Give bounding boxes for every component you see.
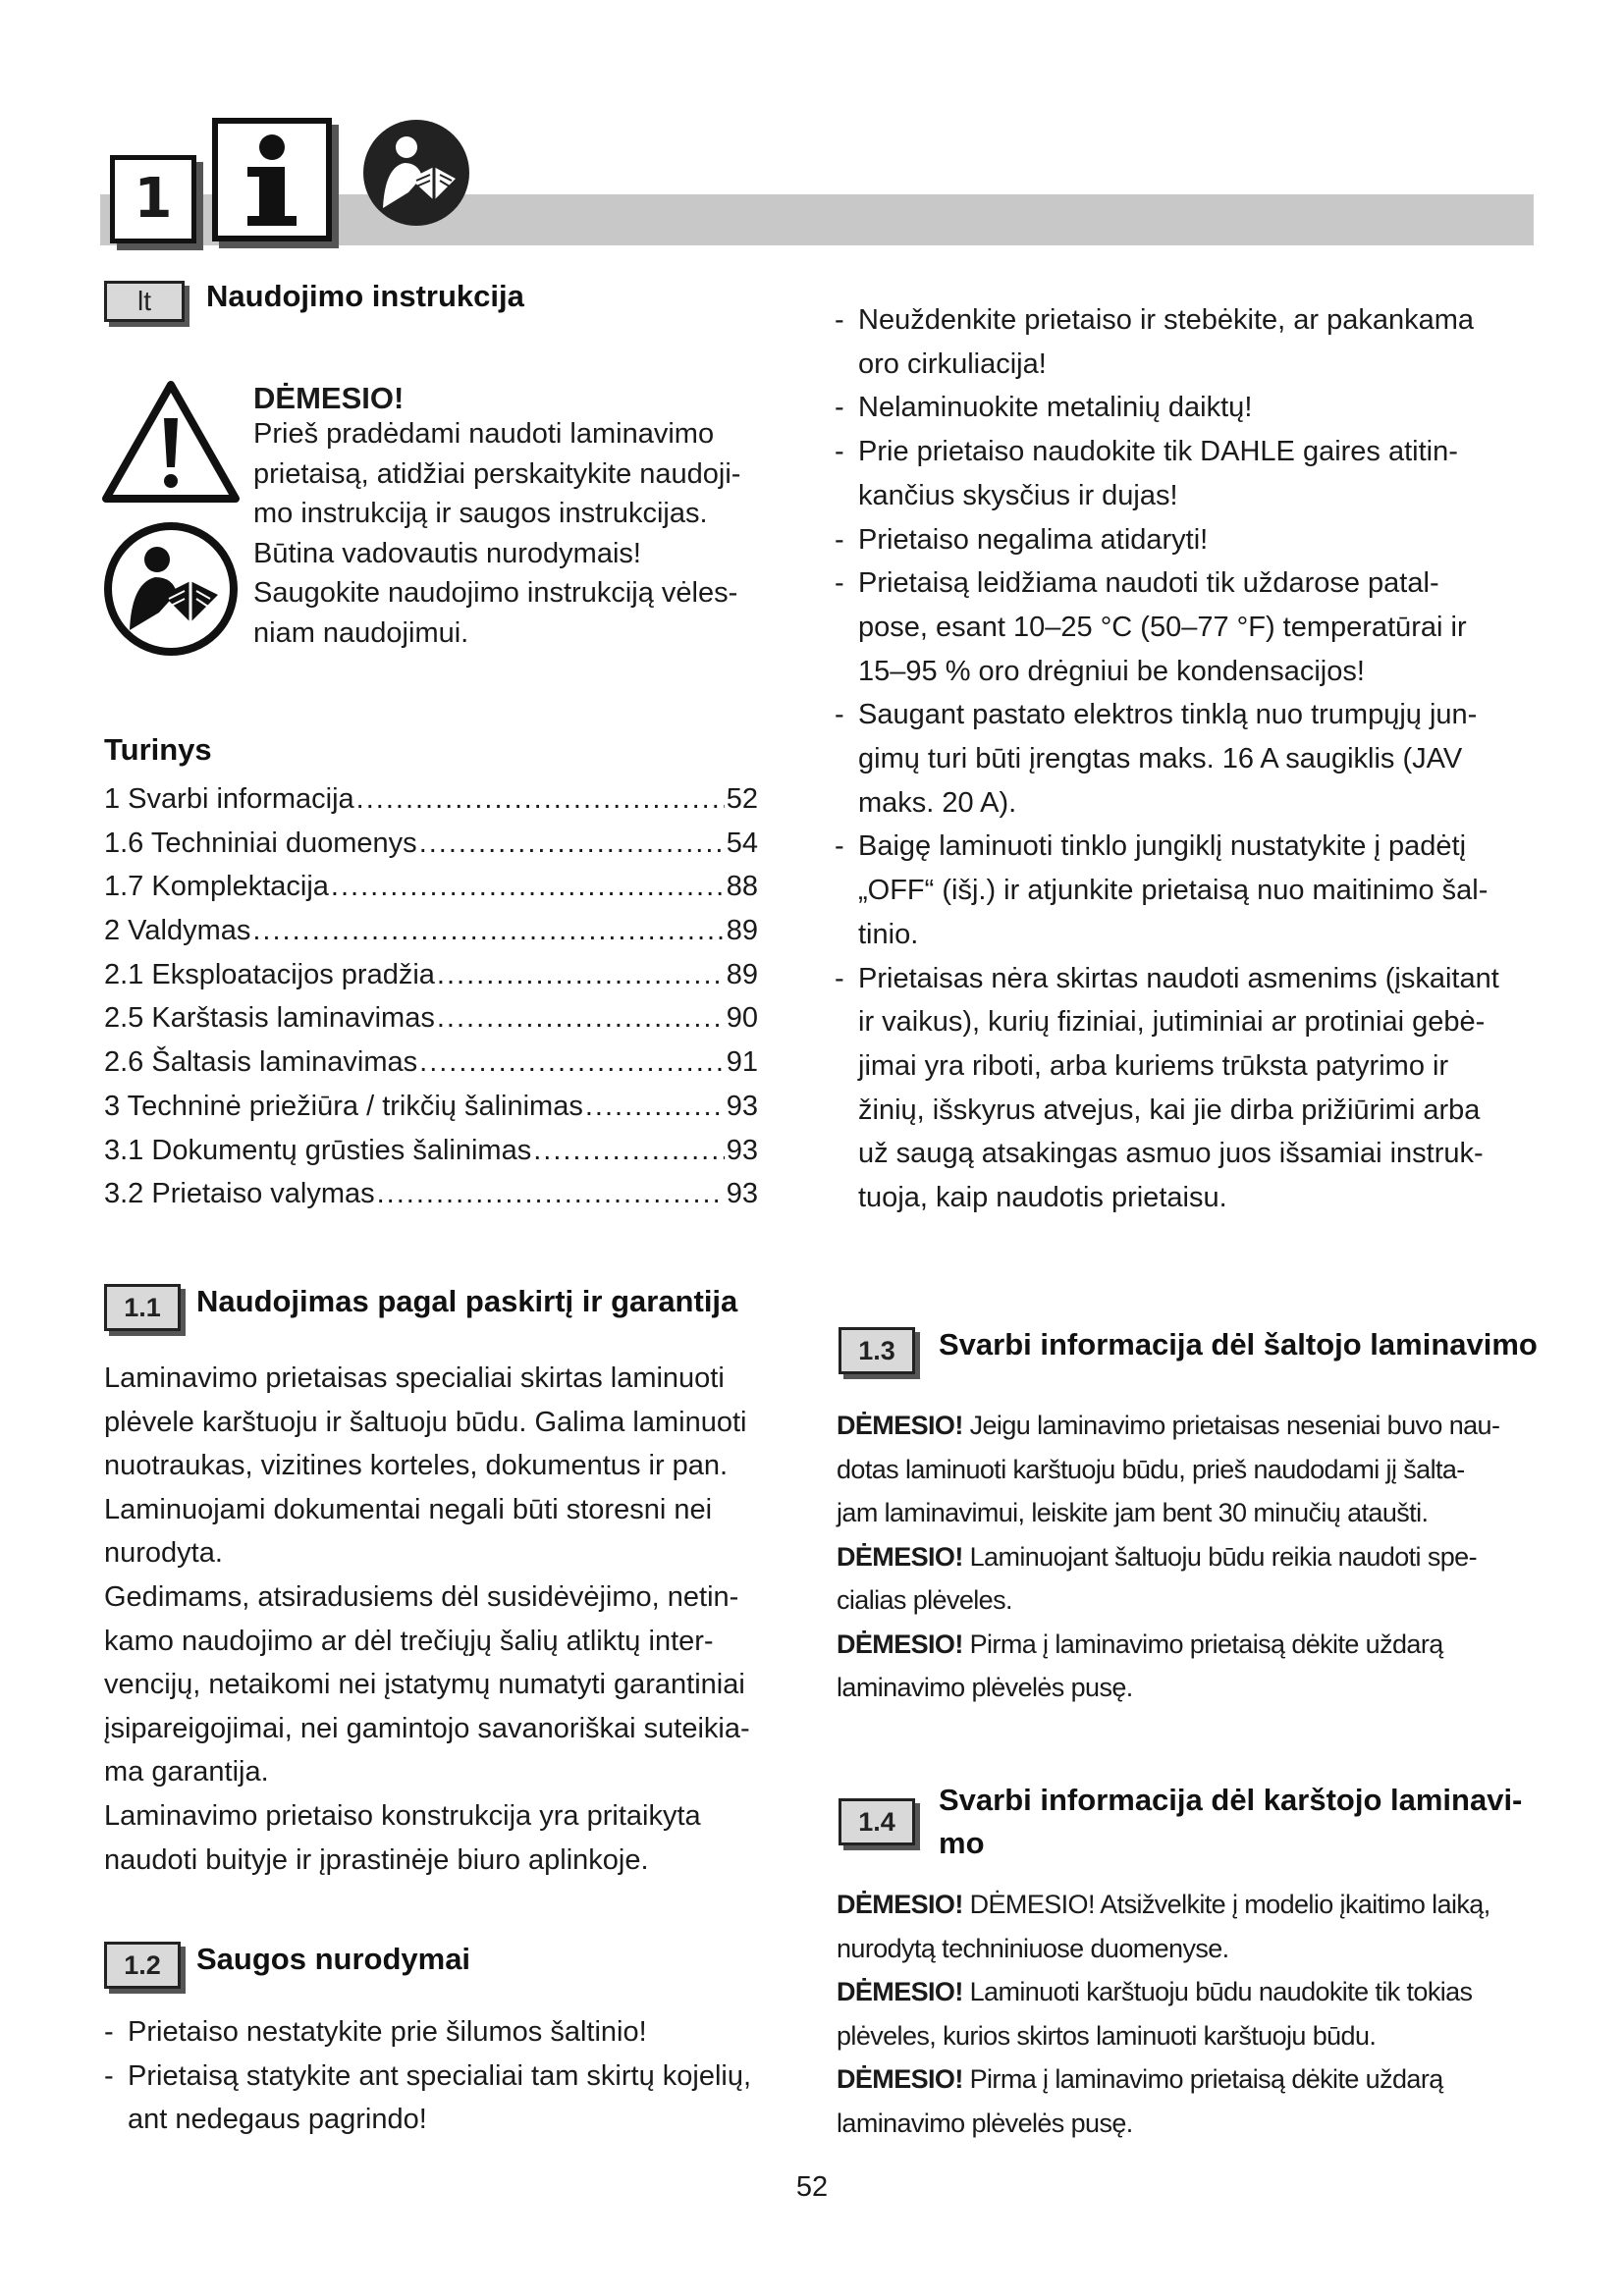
safety-list <box>102 2010 819 2142</box>
list-item: - Baigę laminuoti tinklo jungiklį nustatykite į padėtį „OFF“ (išj.) ir atjunkite prietaisą nuo maitinimo šal- tinio. <box>833 825 1549 956</box>
toc-entry[interactable]: 2.1 Eksploatacijos pradžia ..... 89 <box>104 959 758 1003</box>
note-line: DĖMESIO! DĖMESIO! Atsižvelkite į modelio įkaitimo laiką, <box>837 1890 1490 1919</box>
warning-title: DĖMESIO! <box>253 381 405 415</box>
section-number-badge: 1.2 <box>104 1942 181 1989</box>
toc-entry[interactable]: 2 Valdymas ..... 89 <box>104 915 758 959</box>
section-title: Svarbi informacija dėl šaltojo laminavimo <box>939 1327 1538 1362</box>
toc-title: Turinys <box>104 732 212 767</box>
toc-entry[interactable]: 1.7 Komplektacija ..... 88 <box>104 871 758 915</box>
language-code-badge: lt <box>104 281 185 322</box>
note-line: DĖMESIO! Laminuojant šaltuoju būdu reikia naudoti spe- <box>837 1541 1477 1572</box>
toc-entry[interactable]: 3.2 Prietaiso valymas ..... 93 <box>104 1178 758 1222</box>
safety-list-continued <box>833 298 1549 1220</box>
warning-line: mo instrukciją ir saugos instrukcijas. <box>253 498 708 529</box>
page-title: Naudojimo instrukcija <box>206 279 524 313</box>
note-line: DĖMESIO! Pirma į laminavimo prietaisą dėkite uždarą <box>837 1629 1443 1659</box>
warning-line: Saugokite naudojimo instrukciją vėles- <box>253 577 738 609</box>
toc-entry[interactable]: 2.5 Karštasis laminavimas ..... 90 <box>104 1002 758 1046</box>
section-title: Saugos nurodymai <box>196 1942 471 1976</box>
chapter-number: 1 <box>110 155 196 243</box>
hot-laminating-notes: DĖMESIO! DĖMESIO! Atsižvelkite į modelio įkaitimo laiką, nurodytą techniniuose duomenyse. DĖMESIO! Laminuoti karštuoju būdu naudokite tik tokias plėveles, kurios skirtos laminuoti karštuoju būdu. DĖMESIO! Pirma į laminavimo prietaisą dėkite uždarą laminavimo plėvelės pusę. <box>837 1883 1543 2145</box>
list-item: - Prietaisą leidžiama naudoti tik uždarose patal- pose, esant 10–25 °C (50–77 °F) temperatūrai ir 15–95 % oro drėgniui be kondensacijos! <box>833 561 1549 693</box>
section-body: Laminavimo prietaisas specialiai skirtas laminuoti plėvele karštuoju ir šaltuoju būdu. Galima laminuoti nuotraukas, vizitines korteles, dokumentus ir pan. Laminuojami dokumentai negali būti storesni nei nurodyta. Gedimams, atsiradusiems dėl susidėvėjimo, netin- kamo naudojimo ar dėl trečiųjų šalių atliktų inter- vencijų, netaikomi nei įstatymų numatyti garantiniai įsipareigojimai, nei gamintojo savanoriškai suteikia- ma garantija. Laminavimo prietaiso konstrukcija yra pritaikyta naudoti buityje ir įprastinėje biuro aplinkoje. <box>104 1362 750 1876</box>
toc-entry[interactable]: 1.6 Techniniai duomenys ..... 54 <box>104 828 758 872</box>
warning-line: Būtina vadovautis nurodymais! <box>253 537 641 569</box>
list-item: - Prietaisas nėra skirtas naudoti asmenims (įskaitant ir vaikus), kurių fiziniai, jutiminiai ar protiniai gebė- jimai yra riboti, arba kuriems trūksta patyrimo ir žinių, išskyrus atvejus, kai jie dirba prižiūrimi arba už saugą atsakingas asmuo juos išsamiai instruk- tuoja, kaip naudotis prietaisu. <box>833 957 1549 1220</box>
toc-entry[interactable]: 3 Techninė priežiūra / trikčių šalinimas ..... 93 <box>104 1091 758 1135</box>
list-item: - Nelaminuokite metalinių daiktų! <box>833 386 1549 430</box>
list-item: - Prietaiso negalima atidaryti! <box>833 518 1549 562</box>
read-manual-icon <box>361 118 471 228</box>
section-number-badge: 1.1 <box>104 1284 181 1331</box>
warning-line: Prieš pradėdami naudoti laminavimo <box>253 418 715 450</box>
table-of-contents <box>104 783 758 1222</box>
warning-triangle-icon <box>102 381 240 503</box>
toc-entry[interactable]: 1 Svarbi informacija ..... 52 <box>104 783 758 828</box>
list-item: - Neuždenkite prietaiso ir stebėkite, ar pakankama oro cirkuliacija! <box>833 298 1549 386</box>
note-line: DĖMESIO! Jeigu laminavimo prietaisas neseniai buvo nau- <box>837 1411 1500 1440</box>
info-icon <box>212 118 332 241</box>
toc-entry[interactable]: 2.6 Šaltasis laminavimas ..... 91 <box>104 1046 758 1091</box>
section-title: Naudojimas pagal paskirtį ir garantija <box>196 1284 738 1318</box>
page-number: 52 <box>795 2171 829 2203</box>
section-number-badge: 1.4 <box>839 1798 915 1845</box>
section-title: Svarbi informacija dėl karštojo laminavi- mo <box>939 1783 1523 1860</box>
read-manual-warning-icon <box>102 520 240 658</box>
list-item: - Prie prietaiso naudokite tik DAHLE gaires atitin- kančius skysčius ir dujas! <box>833 430 1549 517</box>
list-item: - Prietaiso nestatykite prie šilumos šaltinio! <box>102 2010 819 2055</box>
toc-entry[interactable]: 3.1 Dokumentų grūsties šalinimas ..... 93 <box>104 1135 758 1179</box>
warning-line: prietaisą, atidžiai perskaitykite naudoji- <box>253 457 741 490</box>
list-item: - Prietaisą statykite ant specialiai tam skirtų kojelių, ant nedegaus pagrindo! <box>102 2055 819 2142</box>
note-line: DĖMESIO! Pirma į laminavimo prietaisą dėkite uždarą <box>837 2064 1443 2094</box>
section-number-badge: 1.3 <box>839 1327 915 1374</box>
warning-line: niam naudojimui. <box>253 616 469 649</box>
cold-laminating-notes: DĖMESIO! Jeigu laminavimo prietaisas neseniai buvo nau- dotas laminuoti karštuoju būdu, prieš naudodami jį šalta- jam laminavimui, leiskite jam bent 30 minučių ataušti. DĖMESIO! Laminuojant šaltuoju būdu reikia naudoti spe- cialias plėveles. DĖMESIO! Pirma į laminavimo prietaisą dėkite uždarą laminavimo plėvelės pusę. <box>837 1404 1543 1710</box>
warning-text <box>253 414 784 653</box>
list-item: - Saugant pastato elektros tinklą nuo trumpųjų jun- gimų turi būti įrengtas maks. 16 A saugiklis (JAV maks. 20 A). <box>833 693 1549 825</box>
note-line: DĖMESIO! Laminuoti karštuoju būdu naudokite tik tokias <box>837 1977 1473 2006</box>
